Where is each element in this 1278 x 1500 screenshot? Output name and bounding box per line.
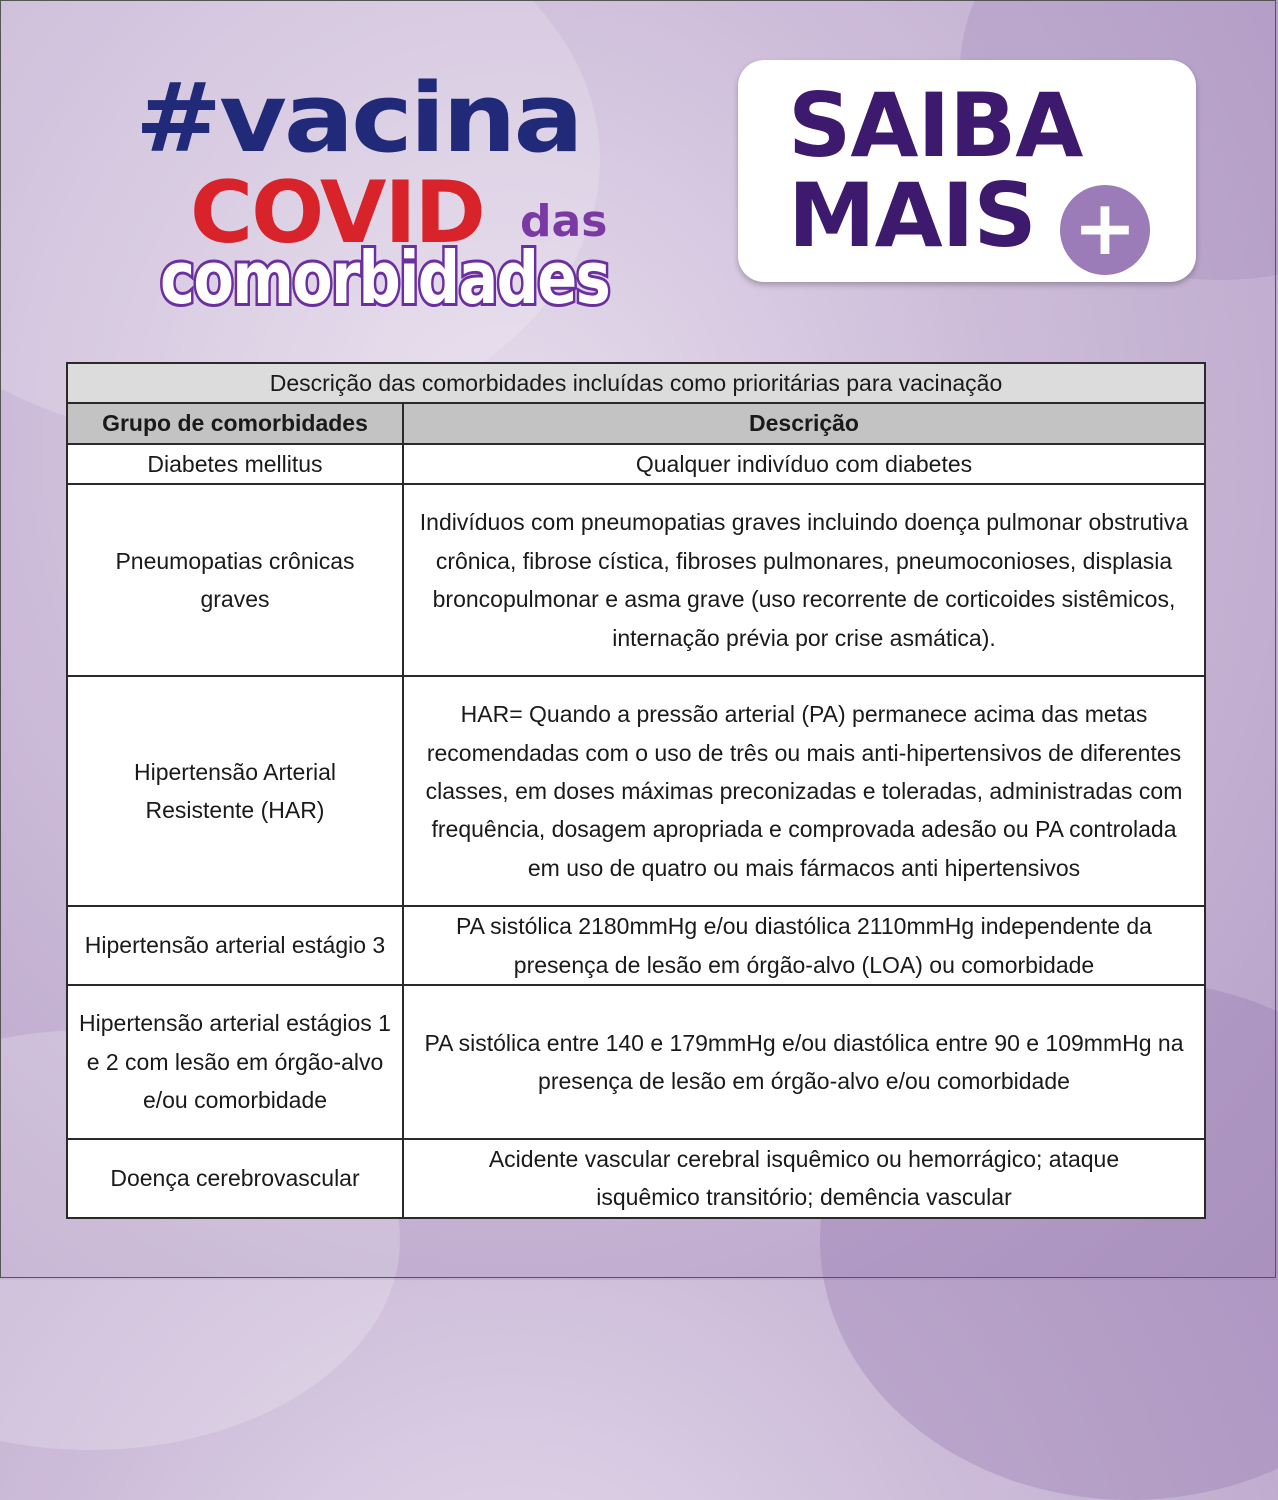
- table-row: [67, 1139, 1205, 1218]
- row-group: Diabetes mellitus: [67, 444, 403, 484]
- row-description: PA sistólica entre 140 e 179mmHg e/ou diastólica entre 90 e 109mmHg na presença de lesão em órgão-alvo e/ou comorbidade: [403, 985, 1205, 1139]
- row-description: Indivíduos com pneumopatias graves incluindo doença pulmonar obstrutiva crônica, fibrose cística, fibroses pulmonares, pneumoconioses, displasia broncopulmonar e asma grave (uso recorrente de corticoides sistêmicos, internação prévia por crise asmática).: [403, 484, 1205, 676]
- saiba-text: SAIBA: [788, 74, 1083, 177]
- row-group: Hipertensão arterial estágios 1 e 2 com lesão em órgão-alvo e/ou comorbidade: [67, 985, 403, 1139]
- row-description: Acidente vascular cerebral isquêmico ou hemorrágico; ataque isquêmico transitório; demência vascular: [403, 1139, 1205, 1218]
- table-row: [67, 906, 1205, 985]
- table-row: [67, 484, 1205, 676]
- table-header-row: [67, 403, 1205, 443]
- comorbidities-table: [66, 362, 1206, 1219]
- logo-comorbidades: comorbidades: [160, 236, 610, 320]
- row-description: HAR= Quando a pressão arterial (PA) permanece acima das metas recomendadas com o uso de três ou mais anti-hipertensivos de diferentes classes, em doses máximas preconizadas e toleradas, administradas com frequência, dosagem apropriada e comprovada adesão ou PA controlada em uso de quatro ou mais fármacos anti hipertensivos: [403, 676, 1205, 906]
- header-description: Descrição: [403, 403, 1205, 443]
- row-group: Hipertensão arterial estágio 3: [67, 906, 403, 985]
- logo-das: das: [520, 196, 608, 247]
- campaign-logo: [120, 61, 680, 320]
- table-row: [67, 985, 1205, 1139]
- plus-icon: +: [1060, 185, 1150, 275]
- row-description: PA sistólica 2180mmHg e/ou diastólica 2110mmHg independente da presença de lesão em órgão-alvo (LOA) ou comorbidade: [403, 906, 1205, 985]
- row-description: Qualquer indivíduo com diabetes: [403, 444, 1205, 484]
- header-group: Grupo de comorbidades: [67, 403, 403, 443]
- saiba-mais-badge: [738, 60, 1196, 282]
- mais-text: MAIS: [788, 164, 1036, 267]
- table-row: [67, 444, 1205, 484]
- row-group: Pneumopatias crônicas graves: [67, 484, 403, 676]
- row-group: Hipertensão Arterial Resistente (HAR): [67, 676, 403, 906]
- logo-hashtag: #vacina: [135, 61, 581, 174]
- row-group: Doença cerebrovascular: [67, 1139, 403, 1218]
- table-caption-row: [67, 363, 1205, 403]
- table-caption: Descrição das comorbidades incluídas como prioritárias para vacinação: [67, 363, 1205, 403]
- logo-covid: COVID: [190, 163, 484, 263]
- table-row: [67, 676, 1205, 906]
